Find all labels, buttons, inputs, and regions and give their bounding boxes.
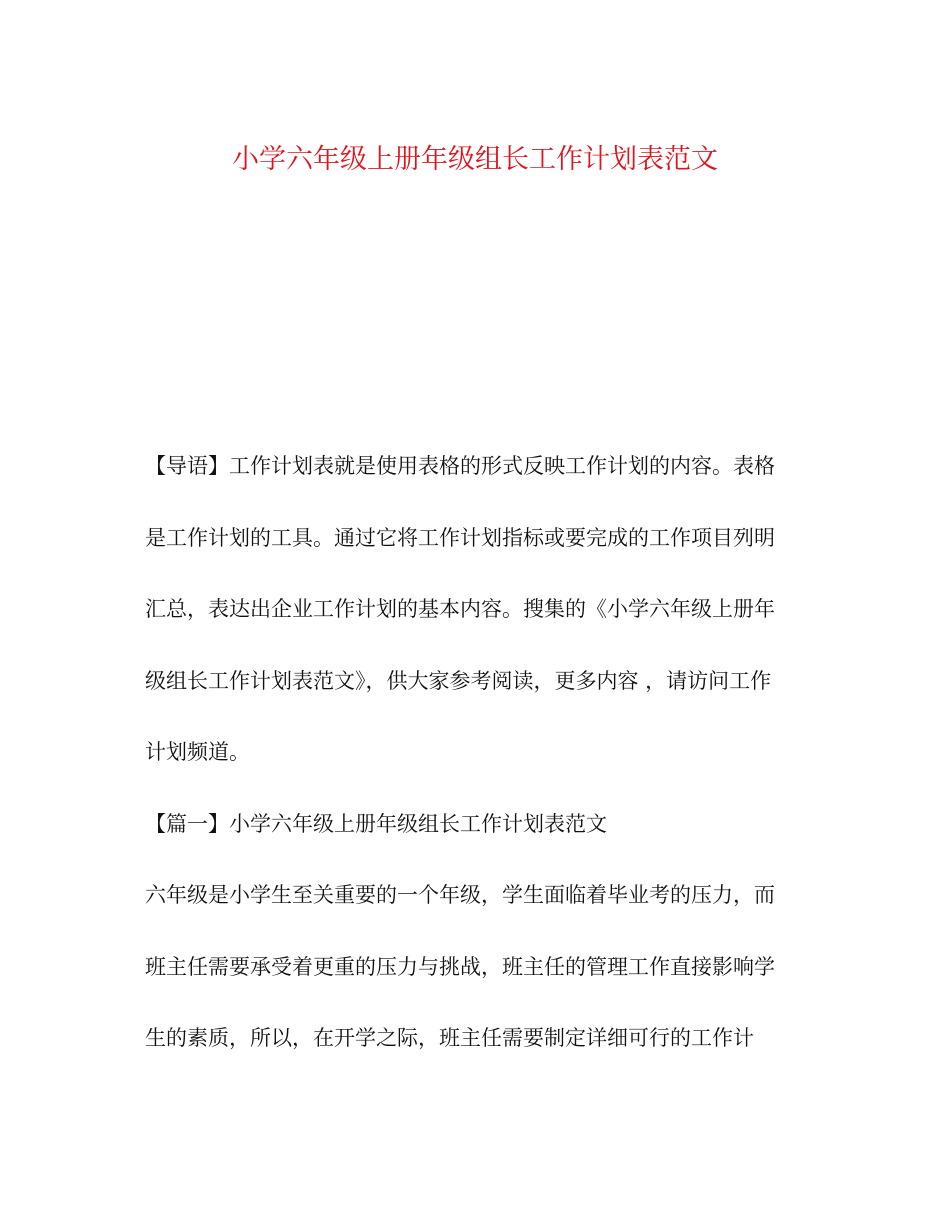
- body-line-3: 汇总，表达出企业工作计划的基本内容。搜集的《小学六年级上册年: [145, 597, 775, 621]
- body-line-1: 【导语】工作计划表就是使用表格的形式反映工作计划的内容。表格: [145, 454, 775, 478]
- body-line-5: 计划频道。: [145, 740, 250, 764]
- body-line-2: 是工作计划的工具。通过它将工作计划指标或要完成的工作项目列明: [145, 525, 775, 550]
- body-line-6: 六年级是小学生至关重要的一个年级，学生面临着毕业考的压力，而: [145, 883, 775, 907]
- body-line-8: 生的素质，所以，在开学之际，班主任需要制定详细可行的工作计: [145, 1026, 754, 1050]
- body-line-7: 班主任需要承受着更重的压力与挑战，班主任的管理工作直接影响学: [145, 954, 775, 979]
- body-line-4: 级组长工作计划表范文》，供大家参考阅读，更多内容 ，请访问工作: [145, 668, 772, 693]
- section-heading-part-1: 【篇一】小学六年级上册年级组长工作计划表范文: [145, 811, 607, 836]
- document-title: 小学六年级上册年级组长工作计划表范文: [232, 144, 718, 175]
- document-body: [145, 446, 810, 1090]
